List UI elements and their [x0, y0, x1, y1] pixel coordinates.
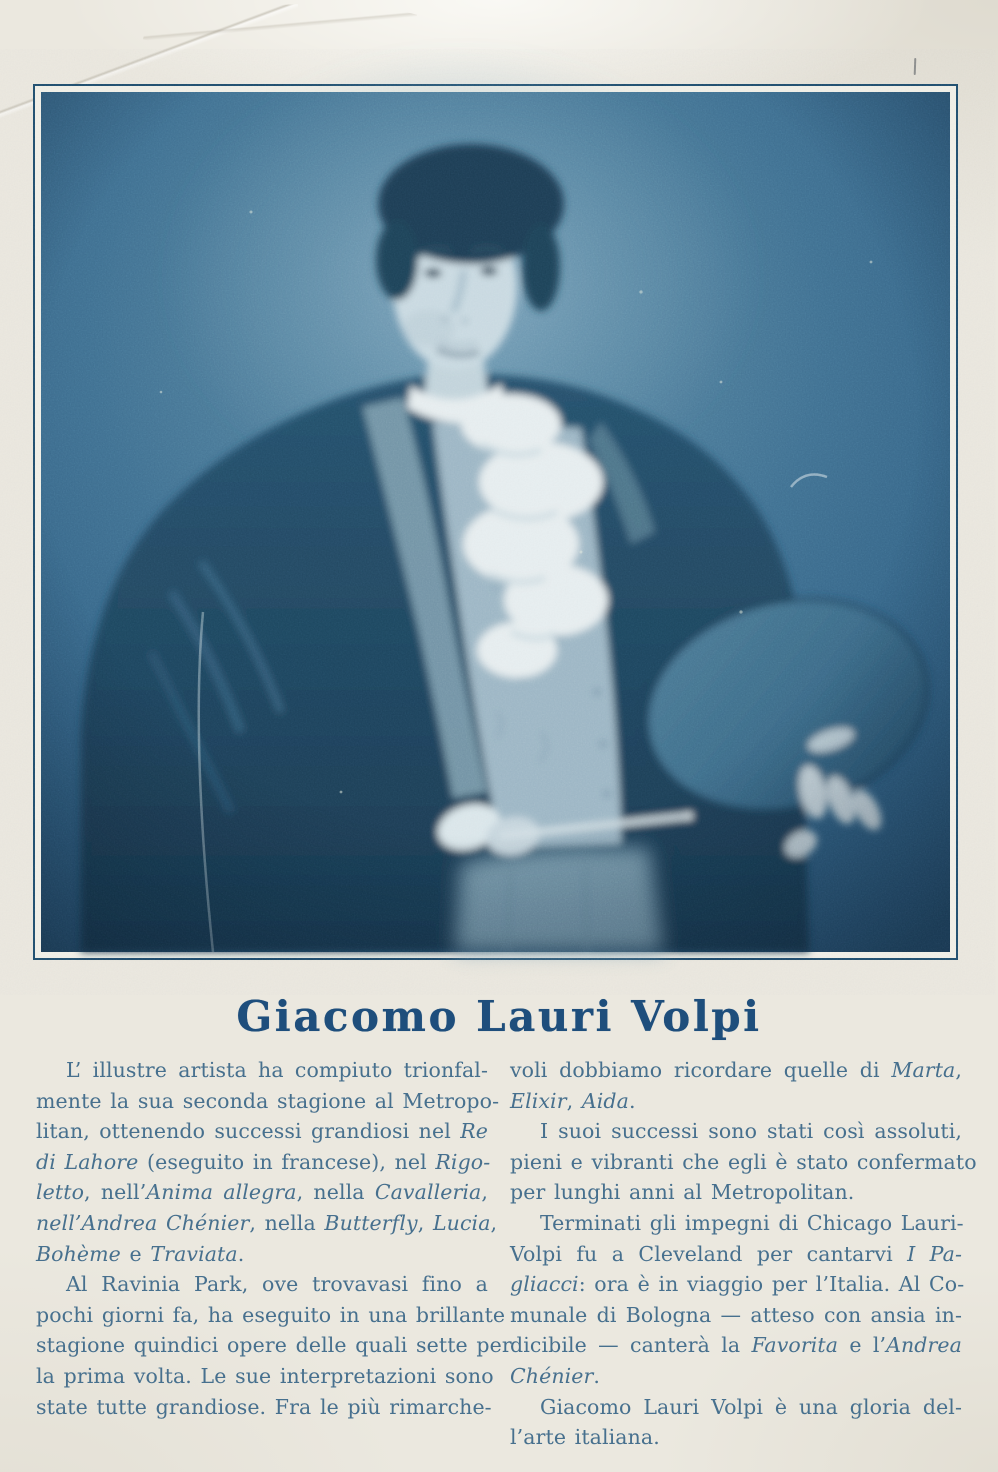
portrait-photo — [41, 92, 950, 952]
text-segment: , — [417, 1210, 433, 1235]
opera-title-text: Anima allegra — [146, 1180, 297, 1205]
text-segment: , nella — [249, 1210, 325, 1235]
text-line — [36, 1392, 492, 1423]
text-line — [36, 1330, 512, 1361]
opera-title-text: Bohème — [36, 1241, 121, 1266]
text-segment: stagione quindici opere delle quali sette per — [36, 1333, 512, 1358]
text-segment: Giacomo Lauri Volpi è una gloria del- — [540, 1394, 962, 1419]
text-segment: mente la sua seconda stagione al Metropo- — [36, 1088, 500, 1113]
text-line — [510, 1330, 962, 1361]
text-segment: Al Ravinia Park, ove trovavasi fino a — [66, 1272, 488, 1297]
text-segment: . — [628, 1088, 636, 1113]
text-line — [36, 1086, 500, 1117]
text-line — [510, 1300, 962, 1331]
text-segment: munale di Bologna — atteso con ansia in- — [510, 1302, 962, 1327]
opera-title-text: Cavalleria — [374, 1180, 482, 1205]
text-segment: . — [237, 1241, 245, 1266]
text-line — [510, 1116, 962, 1147]
opera-title-text: Traviata — [150, 1241, 238, 1266]
text-segment: . — [593, 1363, 601, 1388]
text-segment: Terminati gli impegni di Chicago Lauri- — [540, 1210, 964, 1235]
text-line — [36, 1116, 488, 1147]
text-line — [510, 1392, 962, 1423]
portrait-plate-frame — [33, 84, 958, 960]
text-segment: e l’ — [838, 1333, 887, 1358]
text-line — [36, 1147, 491, 1178]
opera-title-text: nell’Andrea Chénier — [36, 1210, 250, 1235]
text-segment: l’arte italiana. — [510, 1425, 660, 1450]
text-line — [36, 1208, 498, 1239]
text-line — [510, 1239, 962, 1270]
text-segment: pieni e vibranti che egli è stato confermato — [510, 1149, 977, 1174]
text-line — [36, 1055, 488, 1086]
text-segment: litan, ottenendo successi grandiosi nel — [36, 1119, 461, 1144]
opera-title-text: di Lahore — [36, 1149, 139, 1174]
page-title: Giacomo Lauri Volpi — [236, 992, 762, 1041]
text-segment: Volpi fu a Cleveland per cantarvi — [510, 1241, 908, 1266]
opera-title-text: Re — [460, 1119, 488, 1144]
text-segment: , — [955, 1058, 962, 1082]
text-segment: (eseguito in francese), nel — [138, 1149, 436, 1174]
text-line — [510, 1055, 962, 1086]
text-segment: , nell’ — [84, 1180, 147, 1205]
text-segment: , nella — [296, 1180, 375, 1205]
text-segment: I suoi successi sono stati così assoluti, — [540, 1119, 962, 1144]
opera-title-text: Chénier — [510, 1363, 594, 1388]
opera-title-text: Andrea — [886, 1333, 962, 1358]
text-line — [36, 1361, 494, 1392]
text-segment: : ora è in viaggio per l’Italia. Al Co- — [578, 1272, 965, 1297]
text-segment: state tutte grandiose. Fra le più rimarche- — [36, 1394, 492, 1419]
article-body — [36, 1055, 977, 1453]
text-segment: , — [481, 1180, 488, 1205]
text-segment: per lunghi anni al Metropolitan. — [510, 1180, 855, 1205]
opera-title-text: Rigo- — [435, 1149, 491, 1174]
text-line — [510, 1269, 965, 1300]
text-line — [36, 1239, 488, 1270]
text-line — [36, 1177, 488, 1208]
text-line — [510, 1177, 962, 1208]
opera-title-text: I Pa- — [907, 1241, 963, 1266]
text-segment: L’ illustre artista ha compiuto trionfal- — [66, 1058, 488, 1082]
text-line — [510, 1361, 962, 1392]
text-segment: , — [566, 1088, 582, 1113]
opera-title-text: letto — [36, 1180, 85, 1205]
text-segment: voli dobbiamo ricordare quelle di — [510, 1058, 892, 1082]
text-line — [510, 1147, 977, 1178]
opera-title-text: Marta — [891, 1058, 956, 1082]
text-line — [36, 1300, 506, 1331]
opera-title-text: Butterfly — [324, 1210, 418, 1235]
text-line — [36, 1269, 488, 1300]
article-column-right — [510, 1055, 977, 1453]
opera-title-text: gliacci — [510, 1272, 579, 1297]
text-segment: , — [490, 1210, 498, 1235]
text-segment: e — [120, 1241, 151, 1266]
text-line — [510, 1208, 962, 1239]
text-segment: dicibile — canterà la — [510, 1333, 752, 1358]
opera-title-text: Favorita — [751, 1333, 839, 1358]
text-segment: pochi giorni fa, ha eseguito in una brillante — [36, 1302, 506, 1327]
text-line — [510, 1086, 962, 1117]
article-column-left — [36, 1055, 512, 1453]
ink-mark — [914, 58, 917, 75]
text-line — [510, 1422, 962, 1453]
text-segment: la prima volta. Le sue interpretazioni sono — [36, 1363, 494, 1388]
opera-title-text: Aida — [581, 1088, 629, 1113]
opera-title-text: Lucia — [432, 1210, 491, 1235]
opera-title-text: Elixir — [510, 1088, 567, 1113]
